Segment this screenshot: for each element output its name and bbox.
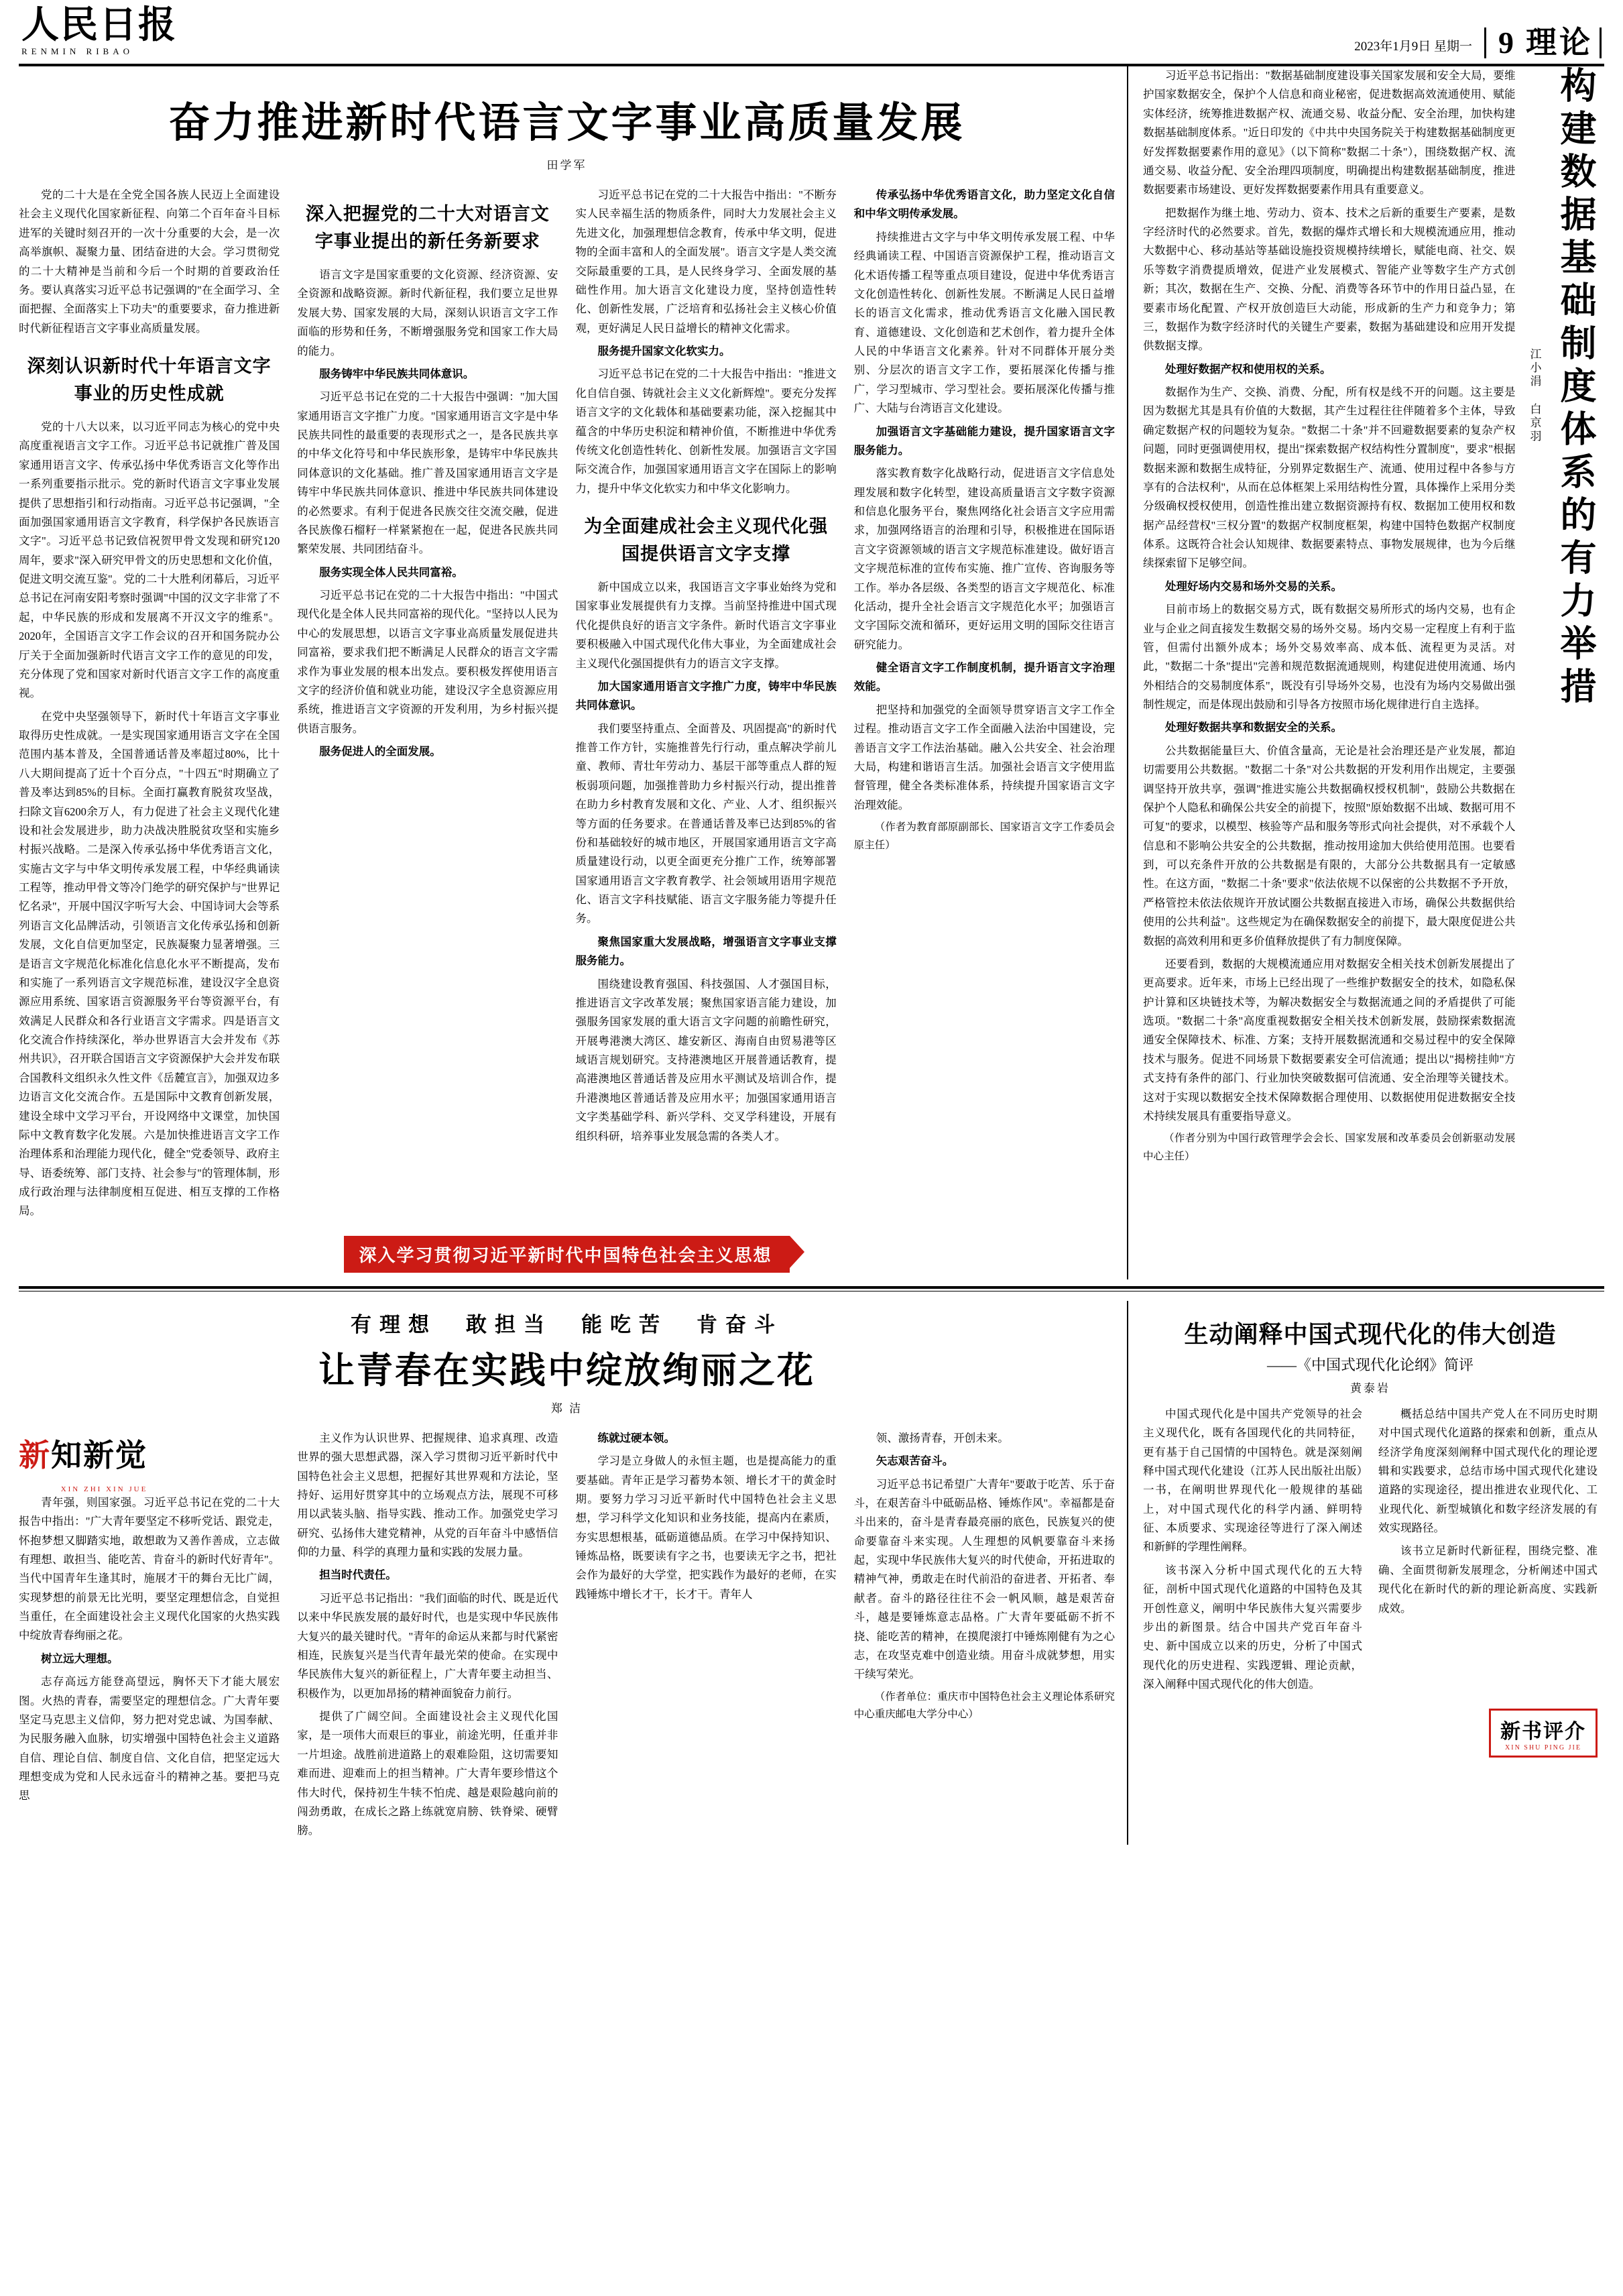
paper-name: 人民日报 <box>21 5 177 46</box>
campaign-banner-text: 深入学习贯彻习近平新时代中国特色社会主义思想 <box>359 1245 772 1265</box>
article-4-subtitle: ——《中国式现代化论纲》简评 <box>1266 1356 1474 1373</box>
article-2-note: （作者分别为中国行政管理学会会长、国家发展和改革委员会创新驱动发展中心主任） <box>1143 1133 1516 1162</box>
paragraph: 习近平总书记在党的二十大报告中指出："不断夯实人民幸福生活的物质条件，同时大力发展社会主义先进文化，加强理想信念教育，传承中华文明，促进物的全面丰富和人的全面发展"。语言文字是人类交流交际最重要的工具，是人民终身学习、全面发展的基础性作用。加大语言文化建设力度，坚持创造性转化、创新性发展，广泛培育和弘扬社会主义核心价值观，更好满足人民日益增长的精神文化需求。 <box>575 188 837 335</box>
article-3 <box>19 1301 1128 1845</box>
article-4-column-1 <box>1143 1405 1362 1699</box>
article-2-headline: 构建数据基础制度体系的有力举措 <box>1555 66 1596 710</box>
article-1-runin-6: 服务提升国家文化软实力。 <box>597 345 731 357</box>
article-2-runin-2: 处理好场内交易和场外交易的关系。 <box>1165 579 1342 593</box>
article-1-runin-9: 聚焦国家重大发展战略，增强语言文字事业支撑服务能力。 <box>575 935 837 968</box>
paragraph: 语言文字是国家重要的文化资源、经济资源、安全资源和战略资源。新时代新征程，我们要立足世界发展大势、国家发展的大局，深刻认识语言文字工作面临的形势和任务，不断增强服务党和国家工作大局的能力。 <box>297 268 558 357</box>
badge-text <box>19 1429 190 1482</box>
article-2 <box>1128 66 1598 1279</box>
book-review-badge-wrap <box>1143 1709 1598 1758</box>
article-1-subhead-7: 为全面建成社会主义现代化强国提供语言文字支撑 <box>584 516 829 564</box>
paragraph: 学习是立身做人的永恒主题，也是提高能力的重要基础。青年正是学习蓄势本领、增长才干的黄金时期。要努力学习习近平新时代中国特色社会主义思想，学习科学文化知识和业务技能，提高内在素质，夯实思想根基，砥砺道德品质。在学习中保持知识、锤炼品格，既要读有字之书，也要读无字之书，把社会作为最好的大学堂，把实践作为最好的老师，在实践锤炼中增长才干，长才干。青年人 <box>575 1454 837 1601</box>
paragraph: 该书深入分析中国式现代化的五大特征，剖析中国式现代化道路的中国特色及其开创性意义，阐明中华民族伟大复兴需要步步出的新图景。结合中国共产党百年奋斗史、新中国成立以来的历史，分析了中国式现代化的历史进程、实践逻辑、理论贡献，深入阐释中国式现代化的伟大创造。 <box>1143 1563 1362 1690</box>
paragraph: 习近平总书记在党的二十大报告中指出："推进文化自信自强、铸就社会主义文化新辉煌"。要充分发挥语言文字的文化载体和基础要素功能，深入挖掘其中蕴含的中华历史积淀和精神价值，不断推进中华优秀传统文化创造性转化、创新性发展。加强语言文字国际交流合作，加强国家通用语言文字在国际上的影响力，提升中华文化软实力和中华文化影响力。 <box>575 367 837 495</box>
divider-thick <box>19 1286 1604 1289</box>
paragraph: 领、激扬青春，开创未来。 <box>876 1431 1009 1444</box>
article-3-note: （作者单位：重庆市中国特色社会主义理论体系研究中心重庆邮电大学分中心） <box>853 1690 1115 1721</box>
paragraph: 志存高远方能登高望远，胸怀天下才能大展宏图。火热的青春，需要坚定的理想信念。广大青年要坚定马克思主义信仰，努力把对党忠诚、为国奉献、为民服务融入血脉，切实增强中国特色社会主义道路自信、理论自信、制度自信、文化自信，把坚定远大理想变成为党和人民永远奋斗的精神之基。要把马克思 <box>19 1675 280 1802</box>
page-number: 9 <box>1484 27 1514 58</box>
publication-date: 2023年1月9日 星期一 <box>1354 40 1472 54</box>
article-4 <box>1128 1301 1598 1845</box>
article-1-runin-12: 健全语言文字工作制度机制，提升语言文字治理效能。 <box>853 661 1115 693</box>
bottom-region <box>19 1301 1604 1845</box>
article-3-column-4 <box>854 1429 1115 1845</box>
book-review-badge <box>1489 1709 1598 1758</box>
paragraph: 持续推进古文字与中华文明传承发展工程、中华经典诵读工程、中国语言资源保护工程，推动语言文化术语传播工程等重点项目建设，促进中华优秀语言文化创造性转化、创新性发展。不断满足人民日益增长的语言文化需求，推动优秀语言文化融入国民教育、道德建设、文化创造和艺术创作，着力提升全体人民的中华语言文化素养。针对不同群体开展分类别、分层次的语言文字工作，要拓展深化传播与推广，学习型城市、学习型社会。要拓展深化传播与推广、大陆与台湾语言文化建设。 <box>853 230 1115 415</box>
article-1 <box>19 66 1128 1279</box>
paragraph: 目前市场上的数据交易方式，既有数据交易所形式的场内交易，也有企业与企业之间直接发生数据交易的场外交易。场内交易一定程度上有利于监管，但需付出额外成本；场外交易效率高、成本低、流程更为灵活。对此，"数据二十条"提出"完善和规范数据流通规则，构建促进使用流通、场内外相结合的交易制度体系"，既没有引导场外交易，也没有为场内交易做出强制性规定，而是体现出鼓励和引导各方按照市场化规律进行自主选择。 <box>1143 603 1516 711</box>
article-3-byline: 郑 洁 <box>550 1401 583 1415</box>
paragraph: 概括总结中国共产党人在不同历史时期对中国式现代化道路的探索和创新，重点从经济学角度深刻阐释中国式现代化的理论逻辑和实践要求，总结市场中国式现代化建设道路的实现途径，提出推进农业现代化、工业现代化、新型城镇化和数字经济发展的有效实现路径。 <box>1378 1407 1598 1534</box>
divider-thin <box>19 1291 1604 1292</box>
article-1-runin-8: 加大国家通用语言文字推广力度，铸牢中华民族共同体意识。 <box>575 679 837 712</box>
paragraph: 中国式现代化是中国共产党领导的社会主义现代化，既有各国现代化的共同特征，更有基于自己国情的中国特色。就是深刻阐释中国式现代化建设（江苏人民出版社出版）一书，在阐明世界现代化一般规律的基础上，对中国式现代化的科学内涵、鲜明特征、本质要求、实现途径等进行了深入阐述和新鲜的学理性阐释。 <box>1143 1407 1362 1554</box>
masthead-right <box>1354 27 1602 58</box>
paper-logo <box>21 7 177 56</box>
paragraph: 党的二十大是在全党全国各族人民迈上全面建设社会主义现代化国家新征程、向第二个百年奋斗目标进军的关键时刻召开的一次十分重要的大会，是一次高举旗帜、凝聚力量、团结奋进的大会。学习贯彻党的二十大精神是当前和今后一个时期的首要政治任务。要认真落实习近平总书记强调的"在全面学习、全面把握、全面落实上下功夫"的重要要求，奋力推进新时代新征程语言文字事业高质量发展。 <box>19 188 280 335</box>
article-1-subhead-2: 深入把握党的二十大对语言文字事业提出的新任务新要求 <box>305 204 550 251</box>
article-1-headline: 奋力推进新时代语言文字事业高质量发展 <box>168 101 965 146</box>
article-1-runin-11: 加强语言文字基础能力建设，提升国家语言文字服务能力。 <box>853 424 1115 457</box>
paper-pinyin: RENMIN RIBAO <box>21 46 133 56</box>
article-3-runin-2: 担当时代责任。 <box>319 1568 397 1582</box>
article-1-runin-4: 服务实现全体人民共同富裕。 <box>319 565 463 579</box>
article-1-column-2 <box>297 186 558 1225</box>
article-1-byline: 田学军 <box>546 159 587 172</box>
campaign-banner <box>344 1236 789 1273</box>
article-2-byline: 江小涓 白京羽 <box>1528 348 1541 443</box>
paragraph: 习近平总书记指出："数据基础制度建设事关国家发展和安全大局，要维护国家数据安全，保护个人信息和商业秘密，促进数据高效流通使用、赋能实体经济，统筹推进数据产权、流通交易、收益分配、安全治理，加快构建数据基础制度体系。"近日印发的《中共中央国务院关于构建数据基础制度更好发挥数据要素作用的意见》（以下简称"数据二十条"），围绕数据产权、流通交易、收益分配、安全治理四项制度，明确提出构建数据基础制度，推进数据要素市场建设、更好发挥数据要素作用具有重要意义。 <box>1143 69 1516 196</box>
article-4-byline: 黄泰岩 <box>1350 1381 1390 1395</box>
paragraph: 围绕建设教育强国、科技强国、人才强国目标，推进语言文字改革发展；聚焦国家语言能力建设，加强服务国家发展的重大语言文字问题的前瞻性研究，开展粤港澳大湾区、雄安新区、海南自由贸易港等区域语言规划研究。支持港澳地区开展普通话教育，提高港澳地区普通话普及应用水平测试及培训合作，提升港澳地区普通话普及应用水平；加强国家通用语言文字类基础学科、新兴学科、交叉学科建设，开展有组织科研，培养事业发展急需的各类人才。 <box>575 977 837 1143</box>
masthead <box>19 0 1604 66</box>
article-1-runin-5: 服务促进人的全面发展。 <box>319 745 441 758</box>
paragraph: 提供了广阔空间。全面建设社会主义现代化国家，是一项伟大而艰巨的事业，前途光明，任重并非一片坦途。战胜前进道路上的艰难险阻，这切需要知难而进、迎难而上的担当精神。广大青年要珍惜这个伟大时代，保持初生牛犊不怕虎、越是艰险越向前的闯劲勇敢，在成长之路上练就宽肩膀、铁脊梁、硬臂膀。 <box>297 1710 558 1837</box>
paragraph: 把坚持和加强党的全面领导贯穿语言文字工作全过程。推动语言文字工作全面融入法治中国建设，完善语言文字工作法治基础。融入公共安全、社会治理大局，构建和谐语言生活。加强社会语言文字使用监督管理，健全各类标准体系，持续提升国家语言文字治理效能。 <box>853 703 1115 811</box>
badge-pinyin: XIN ZHI XIN JUE <box>60 1485 148 1493</box>
article-1-column-1 <box>19 186 280 1225</box>
paragraph: 新中国成立以来，我国语言文字事业始终为党和国家事业发展提供有力支撑。当前坚持推进中国式现代化提供良好的语言文字条件。新时代语言文字事业要积极融入中国式现代化伟大事业，为全面建成社会主义现代化强国提供有力的语言文字支撑。 <box>575 581 837 670</box>
paragraph: 落实教育数字化战略行动，促进语言文字信息处理发展和数字化转型，建设高质量语言文字数字资源和信息化服务平台，聚焦网络化社会语言文字应用需求，加强网络语言的治理和引导，积极推进在国际语言文字资源领域的语言文字规范标准建设。做好语言文字规范标准的宣传布实施、推广宣传、咨询服务等工作。举办各层级、各类型的语言文字规范化、标准化活动，提升全社会语言文字规范化水平；加强语言文字国际交流和循环，更好运用文明的国际交往语言研究能力。 <box>853 467 1115 651</box>
top-region <box>19 66 1604 1279</box>
article-1-column-3 <box>576 186 837 1225</box>
article-1-columns <box>19 186 1115 1225</box>
paragraph: 还要看到，数据的大规模流通应用对数据安全相关技术创新发展提出了更高要求。近年来，市场上已经出现了一些维护数据安全的技术，如隐私保护计算和区块链技术等，为解决数据安全与数据流通之间的矛盾提供了可能选项。"数据二十条"高度重视数据安全相关技术创新发展，鼓励探索数据流通安全保障技术、标准、方案；支持开展数据流通和交易过程中的安全保障技术与服务。促进不同场景下数据要素安全可信流通；提出以"揭榜挂帅"方式支持有条件的部门、行业加快突破数据可信流通、安全治理等关键技术。这对于实现以数据安全技术保障数据合理使用、以数据使用促进数据安全技术持续发展具有重要指导意义。 <box>1143 957 1516 1123</box>
paragraph: 公共数据能量巨大、价值含量高，无论是社会治理还是产业发展，都迫切需要用公共数据。"数据二十条"对公共数据的开发利用作出规定，主要强调坚持开放共享，强调"推进实施公共数据确权授权机制"，鼓励公共数据在保护个人隐私和确保公共安全的前提下，按照"原始数据不出域、数据可用不可复"的要求，以模型、核验等产品和服务等形式向社会提供，对不承载个人信息和不影响公共安全的公共数据，推动按用途加大供给使用范围。也要看到，可以充条件开放的公共数据是有限的，大部分公共数据具有一定敏感性。在这方面，"数据二十条"要求"依法依规不以保密的公共数据不予开放，严格管控未依法依规许开放试圈公共数据直接进入市场，确保公共数据供给使用的公共利益"。这些规定为在确保数据安全的前提下，最大限度促进公共数据的高效利用和更多价值释放提供了有力制度保障。 <box>1143 744 1516 948</box>
article-1-runin-10: 传承弘扬中华优秀语言文化，助力坚定文化自信和中华文明传承发展。 <box>853 188 1115 221</box>
paragraph: 习近平总书记在党的二十大报告中强调："加大国家通用语言文字推广力度。"国家通用语言文字是中华民族共同性的最重要的表现形式之一，是各民族共享的中华文化符号和中华民族形象，是铸牢中华民族共同体意识的文化基础。推广普及国家通用语言文字是铸牢中华民族共同体意识、推进中华民族共同体建设的必然要求。有利于促进各民族交往交流交融，促进各民族像石榴籽一样紧紧抱在一起，促进各民族共同繁荣发展、共同团结奋斗。 <box>297 390 558 556</box>
article-2-body <box>1143 66 1522 1279</box>
column-badge-xinzhixinjue <box>19 1429 190 1493</box>
article-1-column-4 <box>854 186 1115 1225</box>
article-3-kicker: 有理想 敢担当 能吃苦 肯奋斗 <box>351 1312 783 1336</box>
campaign-banner-wrap <box>19 1236 1115 1273</box>
article-4-columns <box>1143 1405 1598 1699</box>
badge-char-rest: 知新觉 <box>51 1438 147 1473</box>
article-4-column-2 <box>1378 1405 1598 1699</box>
book-review-badge-text: 新书评介 <box>1500 1721 1586 1743</box>
paragraph: 我们要坚持重点、全面普及、巩固提高"的新时代推普工作方针，实施推普先行行动，重点解决学前儿童、教师、青壮年劳动力、基层干部等重点人群的短板弱项问题，加强推普助力乡村振兴行动，提出推普在助力乡村教育发展和文化、产业、人才、组织振兴等方面的任务要求。在普通话普及率已达到85%的省份和基础较好的城市地区，开展国家通用语言文字高质量建设行动，以更全面更充分推广工作，统筹部署国家通用语言文字教育教学、社会领域用语用字规范化、语言文字科技赋能、语言文字服务能力等提升任务。 <box>575 722 837 925</box>
article-2-runin-1: 处理好数据产权和使用权的关系。 <box>1165 362 1331 376</box>
paragraph: 习近平总书记在党的二十大报告中指出："中国式现代化是全体人民共同富裕的现代化。"坚持以人民为中心的发展思想，以语言文字事业高质量发展促进共同富裕，要求我们把不断满足人民群众的语言文字需求作为事业发展的根本出发点。要积极发挥使用语言文字的经济价值和就业功能，建设汉字全息资源应用系统，推进语言文字资源的开发利用，为乡村振兴提供语言服务。 <box>297 589 558 735</box>
paragraph: 把数据作为继土地、劳动力、资本、技术之后新的重要生产要素，是数字经济时代的必然要求。首先，数据的爆炸式增长和大规模流通应用，推动大数据中心、移动基站等基础设施投资规模持续增长，赋能电商、社交、娱乐等数字消费提质增效，促进产业发展模式、智能产业等数字生产方式创新；其次，数据在生产、交换、分配、消费等各环节中的作用日益凸显，在要素市场化配置、产权开放创造巨大动能，形成新的生产力和竞争力；第三，数据作为数字经济时代的关键生产要素，数据为基础建设和应用开发提供数据支撑。 <box>1143 206 1516 353</box>
article-1-subhead-1: 深刻认识新时代十年语言文字事业的历史性成就 <box>27 356 272 404</box>
article-3-runin-1: 树立远大理想。 <box>41 1652 119 1665</box>
paragraph: 在党中央坚强领导下，新时代十年语言文字事业取得历史性成就。一是实现国家通用语言文字在全国范围内基本普及，全国普通话普及率超过80%，比十八大期间提高了近十个百分点，"十四五"时期确立了普及率达到85%的目标。全面打赢教育脱贫攻坚战，扫除文盲6200余万人，有力促进了社会主义现代化建设和社会发展进步，助力决战决胜脱贫攻坚和实施乡村振兴战略。二是深入传承弘扬中华优秀语言文化，实施古文字与中华文明传承发展工程，中华经典诵读工程等，推动甲骨文等冷门绝学的研究保护与"世界记忆名录"，开展中国汉字听写大会、中国诗词大会等系列语言文化品牌活动，引领语言文化传承弘扬和创新发展，文化自信更加坚定，民族凝聚力显著增强。三是语言文字规范化标准化信息化水平不断提高，发布和实施了一系列语言文字规范标准，建设汉字全息资源应用系统、国家语言资源服务平台等资源平台，有效满足人民群众和各行业语言文字需求。四是语言文化交流合作持续深化，举办世界语言大会并发布《苏州共识》，召开联合国语言文字资源保护大会并发布联合国教科文组织永久性文件《岳麓宣言》，加强双边多边语言文化交流合作。五是国际中文教育创新发展，建设全球中文学习平台，开设网络中文课堂，加快国际中文教育数字化发展。六是加快推进语言文字工作治理体系和治理能力现代化，健全"党委领导、政府主导、语委统筹、部门支持、社会参与"的管理体制，形成行政治理与法律制度相互促进、相互支撑的工作格局。 <box>19 709 280 1218</box>
paragraph: 习近平总书记希望广大青年"要敢于吃苦、乐于奋斗，在艰苦奋斗中砥砺品格、锤炼作风"。幸福都是奋斗出来的，奋斗是青春最亮丽的底色，民族复兴的使命要靠奋斗来实现。人生理想的风帆要靠奋斗来扬起，实现中华民族伟大复兴的时代使命，开拓进取的精神气神，勇敢走在时代前沿的奋进者、开拓者、奉献者。奋斗的路径往往不会一帆风顺，越是艰苦奋斗，越是要锤炼意志品格。广大青年要砥砺不折不挠、能吃苦的精神，在摸爬滚打中锤炼刚健有为之心志，在攻坚克难中创造业绩。用奋斗成就梦想，用实干续写荣光。 <box>853 1477 1115 1681</box>
paragraph: 主义作为认识世界、把握规律、追求真理、改造世界的强大思想武器，深入学习贯彻习近平新时代中国特色社会主义思想，把握好其世界观和方法论，坚持好、运用好贯穿其中的立场观点方法，展现不可移用以武装头脑、指导实践、推动工作。加强党史学习研究、弘扬伟大建党精神，从党的百年奋斗中感悟信仰的力量、科学的真理力量和实践的发展力量。 <box>297 1431 558 1558</box>
article-3-headline: 让青春在实践中绽放绚丽之花 <box>318 1350 815 1391</box>
article-4-headline: 生动阐释中国式现代化的伟大创造 <box>1184 1320 1557 1348</box>
article-3-column-1 <box>19 1429 280 1845</box>
paragraph: 青年强，则国家强。习近平总书记在党的二十大报告中指出："广大青年要坚定不移听党话、跟党走，怀抱梦想又脚踏实地，敢想敢为又善作善成，立志做有理想、敢担当、能吃苦、肯奋斗的新时代好青年"。当代中国青年生逢其时，施展才干的舞台无比广阔，实现梦想的前景无比光明，要坚定理想信念，自觉担当重任，在全面建设社会主义现代化国家的火热实践中绽放青春绚丽之花。 <box>19 1495 280 1642</box>
article-1-note: （作者为教育部原副部长、国家语言文字工作委员会原主任） <box>853 821 1115 851</box>
article-3-columns <box>19 1429 1115 1845</box>
paragraph: 该书立足新时代新征程，围绕完整、准确、全面贯彻新发展理念，分析阐述中国式现代化在新时代的新的理论新高度、实践新成效。 <box>1378 1544 1598 1615</box>
section-name: 理论 <box>1526 27 1602 58</box>
article-3-runin-4: 矢志艰苦奋斗。 <box>876 1454 954 1468</box>
book-review-badge-pinyin: XIN SHU PING JIE <box>1505 1744 1581 1752</box>
paragraph: 数据作为生产、交换、消费、分配，所有权是线不开的问题。这主要是因为数据尤其是具有价值的大数据，其产生过程往往伴随着多个主体，导致确定数据产权的问题较为复杂。"数据二十条"并不回避数据要素的复杂产权问题，同时更强调使用权，提出"探索数据产权结构性分置制度"，要求"根据数据来源和数据生成特征，分别界定数据生产、流通、使用过程中各参与方享有的合法权利"，从而在总体框架上采用结构性分置，具体操作上采用分类分级确权授权使用，创造性推出建立数据资源持有权、数据加工使用权和数据产品经营权"三权分置"的数据产权制度框架，构建中国特色数据产权制度体系。这既符合社会认知规律、数据要素特点、事物发展规律，也为今后继续探索留下足够空间。 <box>1143 386 1516 570</box>
badge-char-1: 新 <box>19 1438 51 1473</box>
article-3-column-3 <box>576 1429 837 1845</box>
paragraph: 习近平总书记指出："我们面临的时代、既是近代以来中华民族发展的最好时代，也是实现中华民族伟大复兴的最关键时代。"青年的命运从来都与时代紧密相连，民族复兴是当代青年最光荣的使命。在实现中华民族伟大复兴的新征程上，广大青年要主动担当、积极作为，以更加昂扬的精神面貌奋力前行。 <box>297 1591 558 1700</box>
article-3-column-2 <box>297 1429 558 1845</box>
article-1-runin-3: 服务铸牢中华民族共同体意识。 <box>319 367 475 380</box>
article-3-runin-3: 练就过硬本领。 <box>597 1431 675 1444</box>
paragraph: 党的十八大以来，以习近平同志为核心的党中央高度重视语言文字工作。习近平总书记就推广普及国家通用语言文字、传承弘扬中华优秀语言文化等作出一系列重要指示批示。党的新时代语言文字事业发展提供了思想指引和行动指南。习近平总书记强调，"全面加强国家通用语言文字教育，科学保护各民族语言文字"。习近平总书记致信祝贺甲骨文发现和研究120周年，要求"深入研究甲骨文的历史思想和文化价值，促进文明交流互鉴"。党的二十大胜利闭幕后，习近平总书记在河南安阳考察时强调"中国的汉文字非常了不起，中华民族的形成和发展离不开汉文字的维系"。2020年，全国语言文字工作会议的召开和国务院办公厅关于全面加强新时代语言文字工作的意见的印发，充分体现了党和国家对新时代语言文字工作的高度重视。 <box>19 420 280 700</box>
article-2-runin-3: 处理好数据共享和数据安全的关系。 <box>1165 721 1342 734</box>
